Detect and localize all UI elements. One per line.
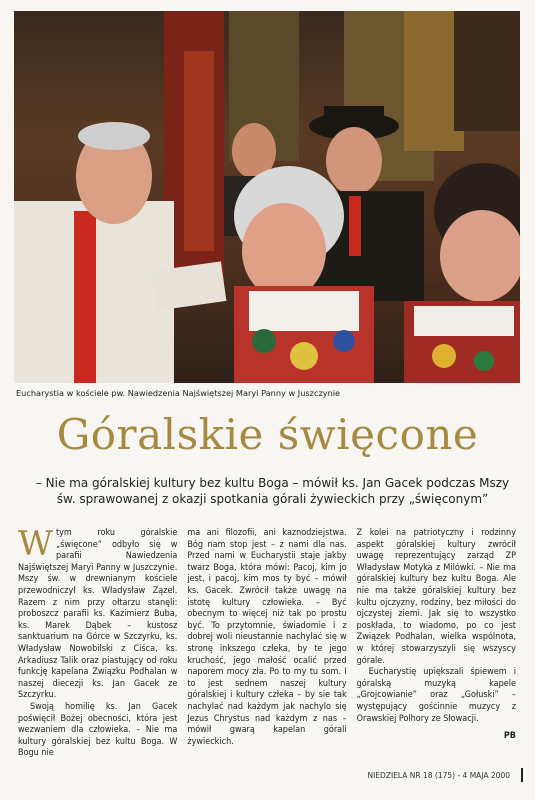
author-signature: PB — [503, 731, 516, 742]
paragraph — [18, 528, 177, 702]
article-photo — [14, 11, 520, 383]
page-marker — [521, 768, 523, 782]
photo-caption: Eucharystia w kościele pw. Nawiedzenia Najświętszej Maryi Panny w Juszczynie — [16, 388, 341, 398]
paragraph: Swoją homilię ks. Jan Gacek poświęcił Bożej obecności, która jest wezwaniem dla człowieka. – Nie ma kultury góralskiej bez kultu Boga. W Bogu nie — [18, 701, 178, 759]
article-body — [18, 528, 516, 768]
article-title: Góralskie święcone — [56, 410, 479, 459]
page-footer: NIEDZIELA NR 18 (175) - 4 MAJA 2000 — [367, 771, 510, 780]
paragraph: Z kolei na patriotyczny i rodzinny aspekt góralskiej kultury zwrócił uwagę reprezentujący zarząd ZP Władysław Motyka z Milówki. – Nie ma góralskiej kultury bez kultu Boga. Ale nie ma także góralskiej kultury bez kultu ojczyzny, rodziny, bez miłości do ojczystej ziemi. Jak się to wszystko poskłada, to wiadomo, po co jest Związek Podhalan, wielka wspólnota, w której stowarzyszyli się wszyscy górale. — [356, 528, 516, 666]
drop-cap: W — [18, 528, 53, 564]
article-lead: – Nie ma góralskiej kultury bez kultu Boga – mówił ks. Jan Gacek podczas Mszy św. sprawowanej z okazji spotkania górali żywieckich przy „święconym” — [35, 476, 510, 506]
paragraph-text: tym roku góralskie „święcone” odbyło się w parafii Nawiedzenia Najświętszej Maryi Panny w Juszczynie. Mszy św. w drewnianym kościele przewodniczył ks. Władysław Zązel. Razem z nim przy ołtarzu stanęli: proboszcz parafii ks. Kazimierz Buba, ks. Marek Dąbek – kustosz sanktuarium na Górce w Szczyrku, ks. Władysław Nowobilski z Ciśca, ks. Arkadiusz Talik oraz piastujący od roku funkcję kapelana Związku Podhalan w naszej diecezji ks. Jan Gacek ze Szczyrku. — [18, 528, 178, 701]
photo-illustration — [14, 11, 520, 383]
column-3 — [357, 528, 516, 768]
column-1 — [18, 528, 177, 768]
paragraph: Eucharystię upiększali śpiewem i góralską muzyką kapele „Grojcowianie” oraz „Gołuski” – występujący gościnnie muzycy z Orawskiej Polhory ze Słowacji. — [356, 667, 516, 724]
column-2 — [187, 528, 346, 768]
paragraph: ma ani filozofii, ani kaznodziejstwa. Bóg nam stop jest – z nami dla nas. Przed nami w Eucharystii staje jakby twarz Boga, która mówi: Pacoj, kim jo jest, i pacoj, kim mos ty być – mówił ks. Gacek. Zwrócił także uwagę na istotę kultury człowieka. – Być obecnym to więcej niż tak po prostu być. To przytomnie, świadomie i z dobrej woli nieustannie nachylać się w stronę inkszego człeka, by te jego kruchość, jego małość ocalić przed naporem mocy zła. Po to my tu som. I to jest sednem naszej kultury góralskiej i kultury człeka – by sie tak nachylać nad każdym jak nachylo się Jezus Chrystus nad każdym z nas – mówił gwarą kapelan górali żywieckich. — [187, 528, 347, 747]
